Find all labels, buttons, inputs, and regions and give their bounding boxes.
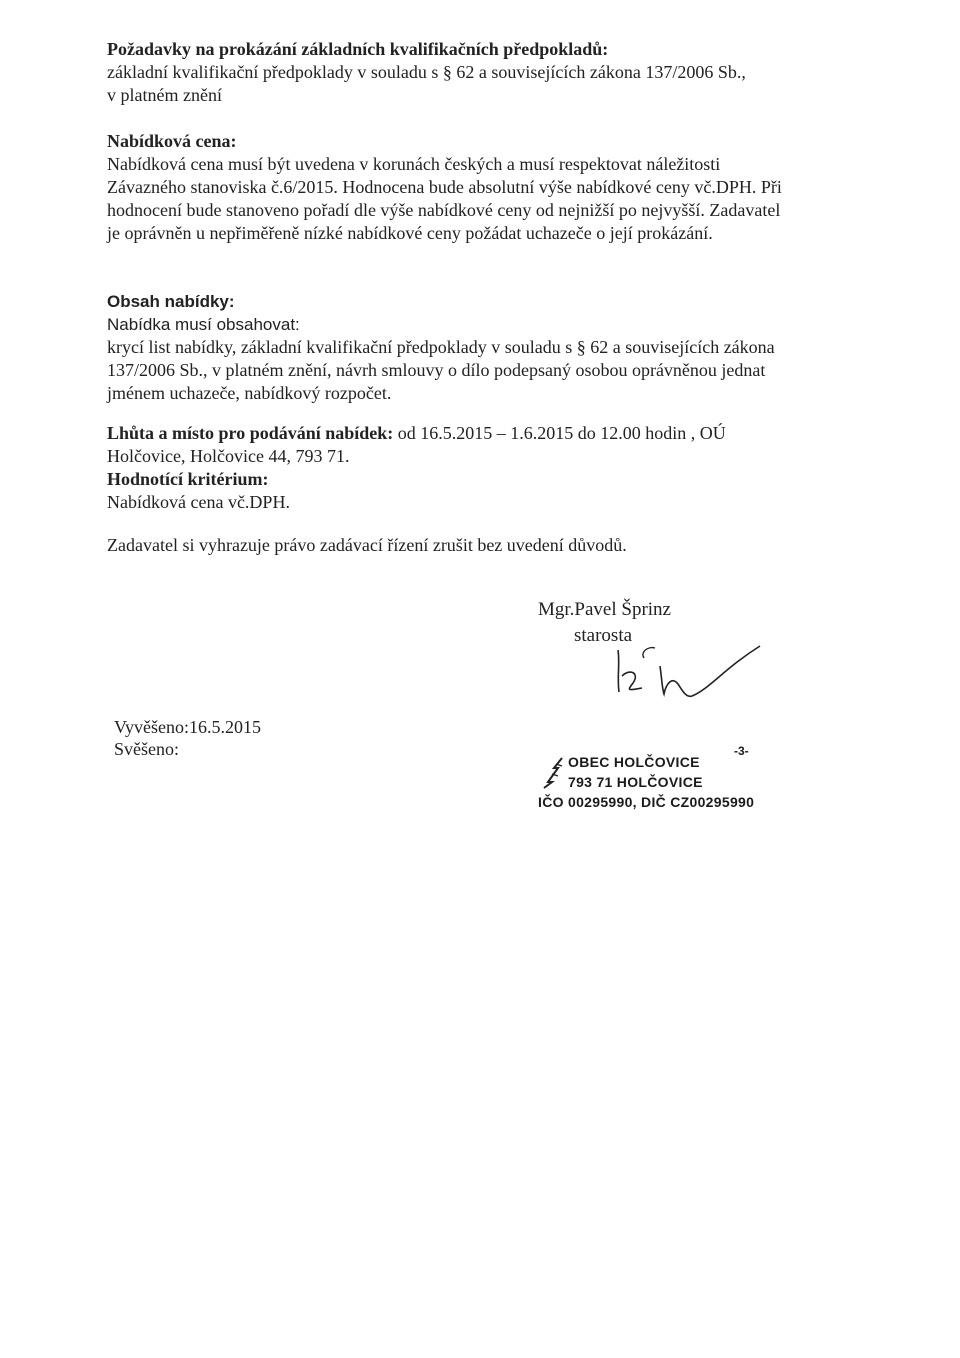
deadline-text: od 16.5.2015 – 1.6.2015 do 12.00 hodin , OÚ xyxy=(393,423,726,443)
price-heading: Nabídková cena: xyxy=(107,131,237,151)
requirements-line-1: základní kvalifikační předpoklady v souladu s § 62 a souvisejících zákona 137/2006 Sb., xyxy=(107,62,746,82)
signer-block xyxy=(538,598,671,646)
content-line-1: krycí list nabídky, základní kvalifikační předpoklady v souladu s § 62 a souvisejících zákona xyxy=(107,337,775,357)
deadline-section xyxy=(107,422,842,514)
criterion-heading: Hodnotící kritérium: xyxy=(107,469,269,489)
content-section xyxy=(107,290,842,405)
handwritten-signature xyxy=(600,628,775,723)
deadline-line-2: Holčovice, Holčovice 44, 793 71. xyxy=(107,446,350,466)
deadline-line xyxy=(107,422,842,445)
price-line-2: Závazného stanoviska č.6/2015. Hodnocena bude absolutní výše nabídkové ceny vč.DPH. Při xyxy=(107,177,782,197)
content-line-3: jménem uchazeče, nabídkový rozpočet. xyxy=(107,383,392,403)
content-subheading: Nabídka musí obsahovat: xyxy=(107,315,300,334)
stamp-line-3: IČO 00295990, DIČ CZ00295990 xyxy=(538,794,755,810)
signer-role: starosta xyxy=(574,625,633,646)
price-section xyxy=(107,130,842,245)
stamp-emblem-icon xyxy=(542,754,566,790)
stamp-line-1: OBEC HOLČOVICE xyxy=(568,754,700,770)
price-line-1: Nabídková cena musí být uvedena v korunách českých a musí respektovat náležitosti xyxy=(107,154,721,174)
deadline-label: Lhůta a místo pro podávání nabídek: xyxy=(107,423,394,443)
removed-date: Svěšeno: xyxy=(114,739,179,759)
price-line-4: je oprávněn u nepřiměřeně nízké nabídkové ceny požádat uchazeče o její prokázání. xyxy=(107,223,713,243)
requirements-heading: Požadavky na prokázání základních kvalifikačních předpokladů: xyxy=(107,39,609,59)
official-stamp xyxy=(538,744,778,822)
reservation-text: Zadavatel si vyhrazuje právo zadávací řízení zrušit bez uvedení důvodů. xyxy=(107,535,627,555)
stamp-line-2: 793 71 HOLČOVICE xyxy=(568,774,703,790)
criterion-text: Nabídková cena vč.DPH. xyxy=(107,492,290,512)
content-line-2: 137/2006 Sb., v platném znění, návrh smlouvy o dílo podepsaný osobou oprávněnou jednat xyxy=(107,360,766,380)
requirements-line-2: v platném znění xyxy=(107,85,222,105)
content-heading: Obsah nabídky: xyxy=(107,292,235,311)
posted-date: Vyvěšeno:16.5.2015 xyxy=(114,717,261,737)
price-line-3: hodnocení bude stanoveno pořadí dle výše nabídkové ceny od nejnižší po nejvyšší. Zadavatel xyxy=(107,200,781,220)
requirements-section xyxy=(107,38,842,107)
reservation-section xyxy=(107,534,842,557)
signer-name: Mgr.Pavel Šprinz xyxy=(538,599,671,620)
stamp-number: -3- xyxy=(734,744,749,758)
posting-block xyxy=(114,716,261,760)
